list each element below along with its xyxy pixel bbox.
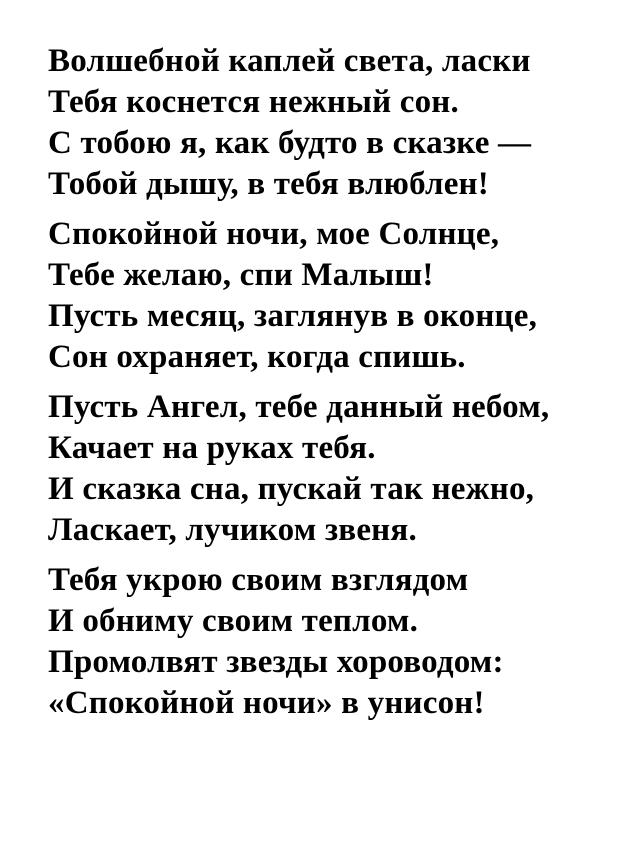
poem-line: Пусть Ангел, тебе данный небом,	[48, 389, 550, 425]
poem-line: Ласкает, лучиком звеня.	[48, 512, 417, 548]
stanza-4	[48, 560, 608, 724]
poem-line: Пусть месяц, заглянув в оконце,	[48, 298, 538, 334]
stanza-3	[48, 387, 608, 551]
poem-line: Волшебной каплей света, ласки	[48, 43, 531, 79]
poem-line: «Спокойной ночи» в унисон!	[48, 685, 485, 721]
poem-line: Тебе желаю, спи Малыш!	[48, 257, 434, 293]
poem-line: Тебя коснется нежный сон.	[48, 84, 459, 120]
stanza-2	[48, 214, 608, 378]
poem-line: Тебя укрою своим взглядом	[48, 562, 469, 598]
poem-line: Спокойной ночи, мое Солнце,	[48, 216, 500, 252]
poem-line: Тобой дышу, в тебя влюблен!	[48, 166, 489, 202]
poem-line: С тобою я, как будто в сказке —	[48, 125, 532, 161]
poem-line: Сон охраняет, когда спишь.	[48, 339, 466, 375]
poem-line: И обниму своим теплом.	[48, 603, 419, 639]
poem	[48, 41, 608, 733]
poem-line: Качает на руках тебя.	[48, 430, 376, 466]
poem-line: И сказка сна, пускай так нежно,	[48, 471, 535, 507]
poem-line: Промолвят звезды хороводом:	[48, 644, 504, 680]
stanza-1	[48, 41, 608, 205]
